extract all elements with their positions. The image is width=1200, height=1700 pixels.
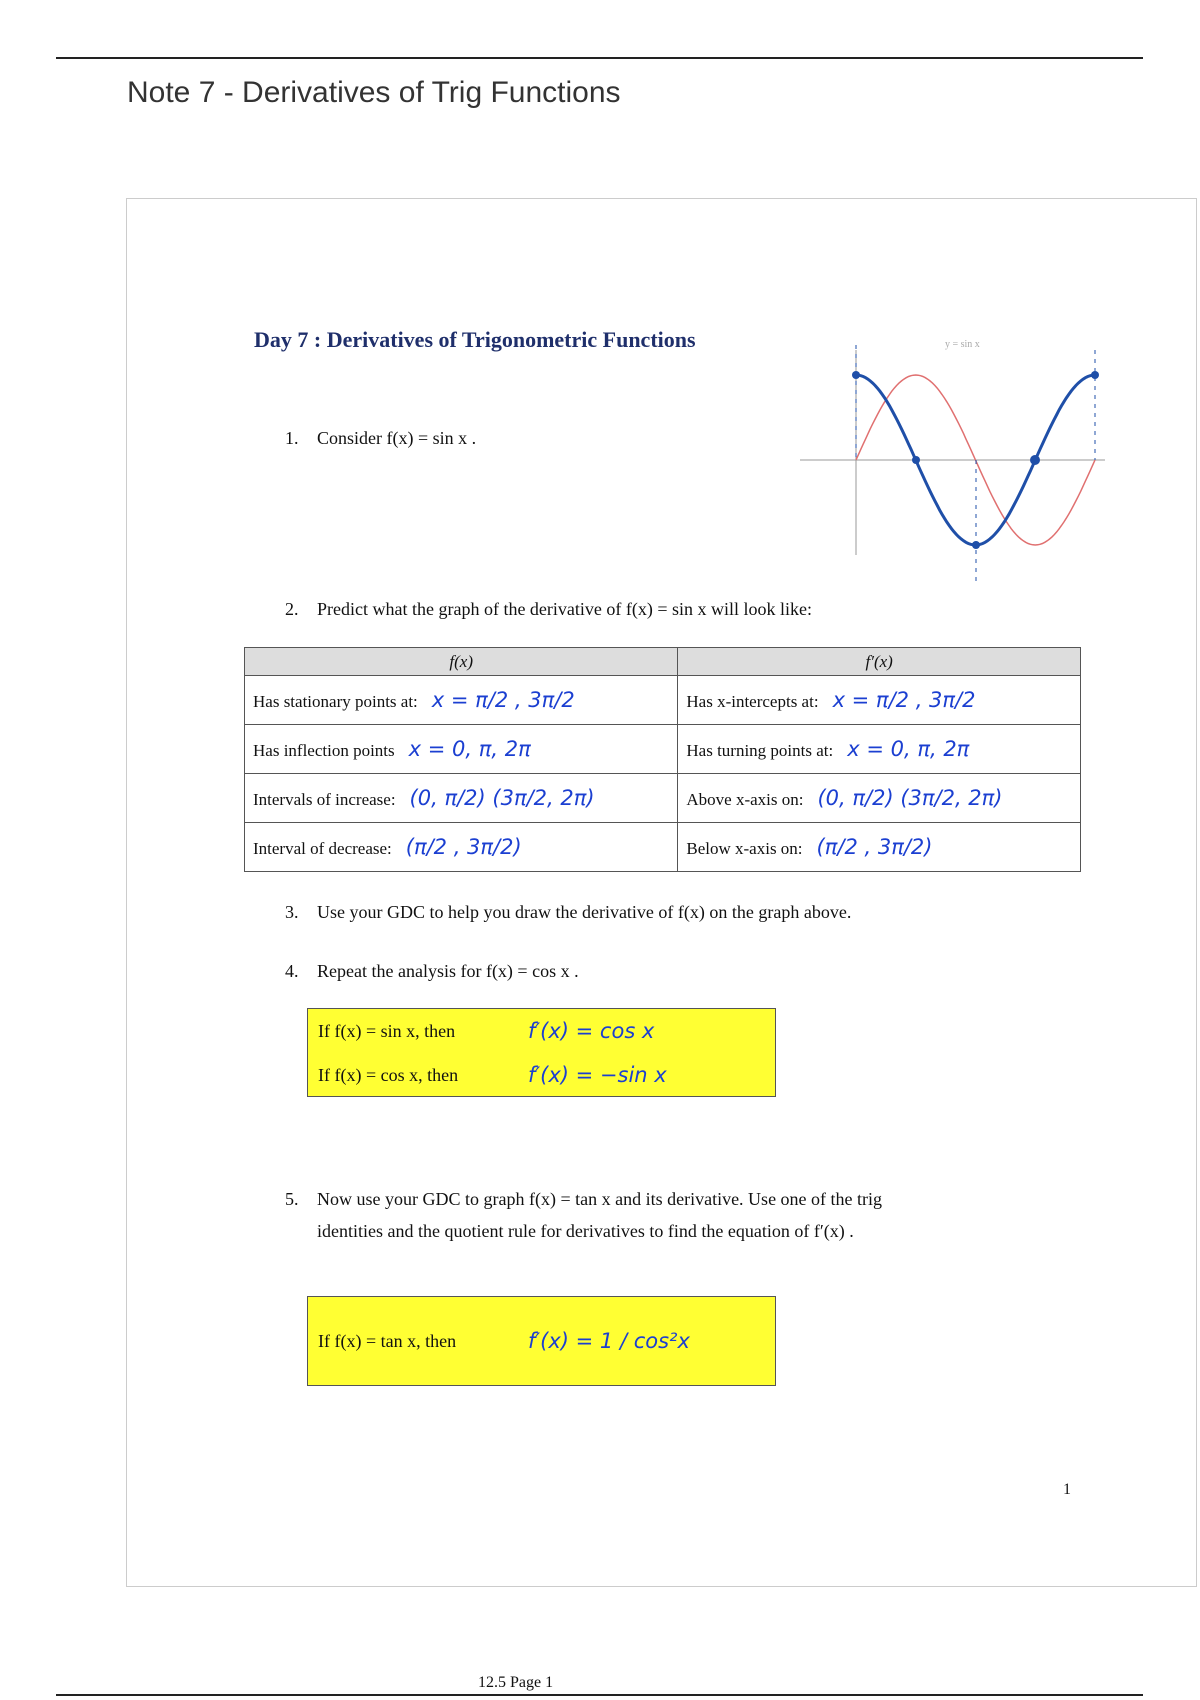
bottom-rule: [56, 1694, 1143, 1696]
table-row: Intervals of increase: (0, π/2) (3π/2, 2π) Above x-axis on: (0, π/2) (3π/2, 2π): [245, 774, 1081, 823]
question-5-line-2: identities and the quotient rule for derivatives to find the equation of f′(x) .: [317, 1221, 854, 1241]
page-title: Note 7 - Derivatives of Trig Functions: [127, 76, 621, 109]
derivative-box-tan: If f(x) = tan x, then f′(x) = 1 / cos²x: [307, 1296, 776, 1386]
derivative-box-sin-cos: If f(x) = sin x, then f′(x) = cos x If f(x) = cos x, then f′(x) = −sin x: [307, 1008, 776, 1097]
question-4: 4. Repeat the analysis for f(x) = cos x .: [285, 961, 579, 981]
page-number: 1: [1063, 1481, 1071, 1498]
footer: 12.5 Page 1: [478, 1674, 554, 1691]
point: [972, 541, 980, 549]
header-fprime: f′(x): [678, 648, 1081, 676]
worksheet-heading: Day 7 : Derivatives of Trigonometric Functions: [254, 327, 696, 352]
point: [1030, 455, 1040, 465]
graph-label: y = sin x: [945, 339, 980, 350]
table-row: Has stationary points at: x = π/2 , 3π/2 Has x-intercepts at: x = π/2 , 3π/2: [245, 676, 1081, 725]
question-2: 2. Predict what the graph of the derivative of f(x) = sin x will look like:: [285, 599, 813, 619]
question-1: 1. Consider f(x) = sin x .: [285, 428, 477, 448]
point: [1091, 371, 1099, 379]
point: [912, 456, 920, 464]
question-3: 3. Use your GDC to help you draw the derivative of f(x) on the graph above.: [285, 902, 852, 922]
header-f: f(x): [245, 648, 678, 676]
sine-graph: [780, 335, 1110, 595]
analysis-table: [244, 647, 1081, 872]
top-rule: [56, 57, 1143, 59]
table-row: Has inflection points x = 0, π, 2π Has turning points at: x = 0, π, 2π: [245, 725, 1081, 774]
point: [852, 371, 860, 379]
question-5: 5. Now use your GDC to graph f(x) = tan x and its derivative. Use one of the trig: [285, 1189, 883, 1209]
table-row: Interval of decrease: (π/2 , 3π/2) Below x-axis on: (π/2 , 3π/2): [245, 823, 1081, 872]
